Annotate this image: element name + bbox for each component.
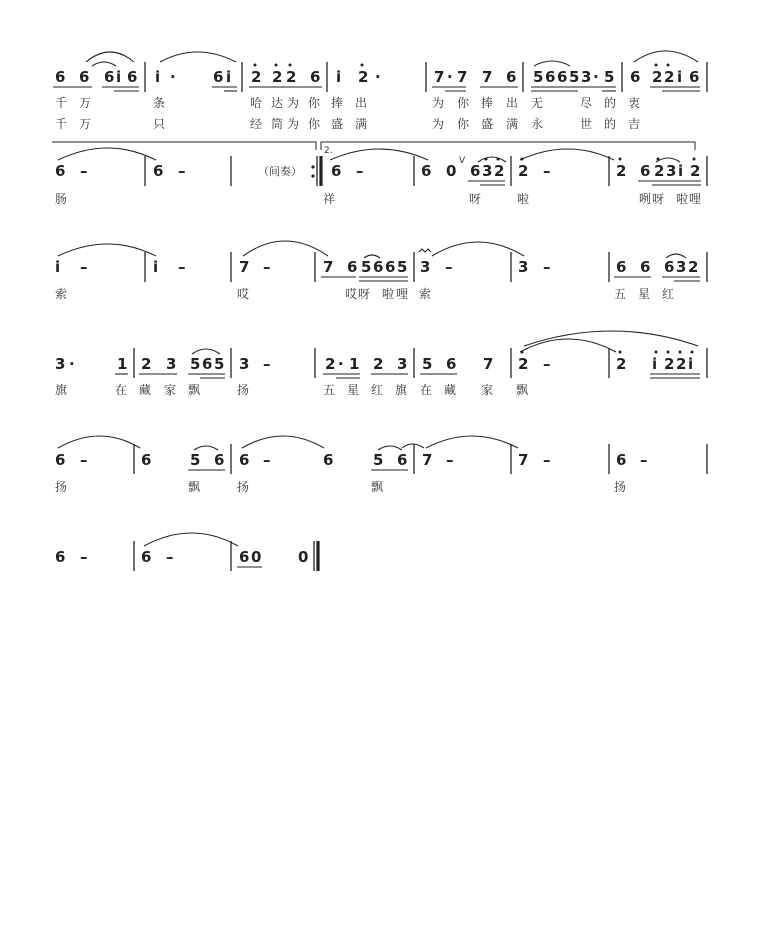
lyric: 星 <box>347 383 360 397</box>
note: 7 <box>483 355 494 373</box>
lyric: 飘 <box>371 480 384 494</box>
note: 7 <box>518 451 529 469</box>
lyric: 你 <box>457 96 470 110</box>
note: 6 <box>239 548 250 566</box>
lyric: 万 <box>79 96 92 110</box>
note: 6 <box>373 258 384 276</box>
note: 6 <box>153 162 164 180</box>
note: 3 <box>666 162 677 180</box>
note: 2 <box>325 355 336 373</box>
note: 2 <box>688 258 699 276</box>
note: 3 <box>676 258 687 276</box>
lyric: 无 <box>531 96 544 110</box>
lyric: 咧 <box>639 192 652 206</box>
note: – <box>543 355 551 373</box>
note: 6 <box>79 68 90 86</box>
lyric: 出 <box>355 96 368 110</box>
lyric: 呀 <box>652 192 665 206</box>
lyric: 祥 <box>323 192 336 206</box>
note: 2 <box>664 355 675 373</box>
note: 5 <box>361 258 372 276</box>
lyric: 飘 <box>188 383 201 397</box>
lyric: 肠 <box>55 192 68 206</box>
lyric: 为 <box>432 117 445 131</box>
note: 6 <box>323 451 334 469</box>
lyric: 呀 <box>469 192 482 206</box>
note: 6 <box>55 68 66 86</box>
note: 3 <box>482 162 493 180</box>
lyric: 扬 <box>55 480 68 494</box>
note: 6 <box>202 355 213 373</box>
note: 2 <box>373 355 384 373</box>
lyric: 呀 <box>358 287 371 301</box>
note: 6 <box>55 548 66 566</box>
note: 6 <box>214 451 225 469</box>
note: 2 <box>141 355 152 373</box>
interlude-label: （间奏） <box>258 165 302 178</box>
note: 2 <box>272 68 283 86</box>
lyric: 捧 <box>331 96 344 110</box>
lyric: 啦 <box>676 192 689 206</box>
note: 1 <box>349 355 360 373</box>
lyric: 啦 <box>517 192 530 206</box>
lyric: 星 <box>638 287 651 301</box>
lyric: 只 <box>153 117 166 131</box>
note: 7 <box>422 451 433 469</box>
note: i <box>677 68 683 86</box>
note: 7 <box>323 258 334 276</box>
lyric: 你 <box>457 117 470 131</box>
note: 2 <box>664 68 675 86</box>
lyric: 达 <box>271 96 284 110</box>
note: 6 <box>640 162 651 180</box>
note: 3 <box>397 355 408 373</box>
note: – <box>166 548 174 566</box>
score-line-3 <box>55 241 707 301</box>
note: 5 <box>214 355 225 373</box>
note: – <box>263 355 271 373</box>
score-line-1 <box>53 51 707 131</box>
lyric: 盛 <box>481 117 494 131</box>
note: 6 <box>446 355 457 373</box>
note: 0 <box>251 548 262 566</box>
score-line-5 <box>55 436 707 494</box>
lyric: 经 <box>250 117 263 131</box>
note: 2 <box>652 68 663 86</box>
note: 6 <box>141 548 152 566</box>
lyric: 千 <box>55 96 68 110</box>
lyric: 家 <box>481 383 494 397</box>
note: i <box>678 162 684 180</box>
lyric: 旗 <box>55 383 68 397</box>
note: – <box>80 258 88 276</box>
lyric: 永 <box>531 117 544 131</box>
note: 5 <box>190 451 201 469</box>
note: 7 <box>482 68 493 86</box>
lyric: 在 <box>420 383 433 397</box>
lyric: 在 <box>115 383 128 397</box>
note: – <box>263 258 271 276</box>
lyric: 家 <box>164 383 177 397</box>
lyric: 为 <box>287 96 300 110</box>
lyric: 扬 <box>237 480 250 494</box>
lyric: 尽 <box>580 96 593 110</box>
note: 6 <box>104 68 115 86</box>
lyric: 扬 <box>614 480 627 494</box>
note: 5 <box>569 68 580 86</box>
lyric: 千 <box>55 117 68 131</box>
note: 2 <box>676 355 687 373</box>
note: 6 <box>630 68 641 86</box>
note: 2 <box>251 68 262 86</box>
note: 5 <box>422 355 433 373</box>
lyric: 满 <box>355 117 368 131</box>
note: i <box>153 258 159 276</box>
lyric: 啦 <box>382 287 395 301</box>
note: 2 <box>518 355 529 373</box>
note: 0 <box>446 162 457 180</box>
note: · <box>338 355 344 373</box>
lyric: 盛 <box>331 117 344 131</box>
lyric: 满 <box>506 117 519 131</box>
note: 6 <box>385 258 396 276</box>
score-line-2 <box>52 142 707 206</box>
note: – <box>640 451 648 469</box>
note: 5 <box>397 258 408 276</box>
lyric: 你 <box>308 117 321 131</box>
note: 2 <box>654 162 665 180</box>
lyric: 藏 <box>139 383 152 397</box>
lyric: 筒 <box>271 117 284 131</box>
note: 6 <box>421 162 432 180</box>
note: 6 <box>310 68 321 86</box>
lyric: 藏 <box>444 383 457 397</box>
note: 6 <box>545 68 556 86</box>
lyric: 红 <box>662 287 675 301</box>
note: 7 <box>434 68 445 86</box>
lyric: 红 <box>371 383 384 397</box>
note: 1 <box>117 355 128 373</box>
breath-mark: V <box>459 156 466 166</box>
note: 6 <box>127 68 138 86</box>
note: 6 <box>141 451 152 469</box>
note: 6 <box>664 258 675 276</box>
lyric: 哈 <box>250 96 263 110</box>
note: 6 <box>239 451 250 469</box>
note: – <box>356 162 364 180</box>
lyric: 万 <box>79 117 92 131</box>
lyric: 吉 <box>628 117 641 131</box>
note: – <box>543 162 551 180</box>
note: 6 <box>213 68 224 86</box>
note: 5 <box>373 451 384 469</box>
lyric: 条 <box>153 96 166 110</box>
note: 3 <box>420 258 431 276</box>
lyric: 扬 <box>237 383 250 397</box>
lyric: 飘 <box>188 480 201 494</box>
lyric: 哎 <box>237 287 250 301</box>
note: 3 <box>166 355 177 373</box>
lyric: 五 <box>323 383 336 397</box>
note: · <box>593 68 599 86</box>
note: 3 <box>518 258 529 276</box>
note: i <box>226 68 232 86</box>
lyric: 旗 <box>395 383 408 397</box>
lyric: 为 <box>432 96 445 110</box>
note: 2 <box>286 68 297 86</box>
lyric: 索 <box>419 287 432 301</box>
lyric: 出 <box>506 96 519 110</box>
note: 6 <box>470 162 481 180</box>
lyric: 的 <box>604 117 617 131</box>
note: 2 <box>616 162 627 180</box>
note: · <box>375 68 381 86</box>
lyric: 哎 <box>345 287 358 301</box>
note: 3 <box>581 68 592 86</box>
note: 0 <box>298 548 309 566</box>
note: 6 <box>55 451 66 469</box>
note: – <box>263 451 271 469</box>
note: i <box>336 68 342 86</box>
note: – <box>543 258 551 276</box>
note: 2 <box>690 162 701 180</box>
note: i <box>116 68 122 86</box>
note: 2 <box>518 162 529 180</box>
note: 6 <box>506 68 517 86</box>
note: 5 <box>190 355 201 373</box>
note: 7 <box>457 68 468 86</box>
note: – <box>445 258 453 276</box>
note: · <box>69 355 75 373</box>
note: – <box>178 258 186 276</box>
note: i <box>155 68 161 86</box>
note: – <box>178 162 186 180</box>
note: – <box>80 548 88 566</box>
note: i <box>652 355 658 373</box>
lyric: 哩 <box>396 287 409 301</box>
note: 3 <box>55 355 66 373</box>
note: 6 <box>397 451 408 469</box>
note: 6 <box>616 451 627 469</box>
note: 6 <box>616 258 627 276</box>
note: 2 <box>358 68 369 86</box>
note: 6 <box>347 258 358 276</box>
lyric: 你 <box>308 96 321 110</box>
lyric: 捧 <box>481 96 494 110</box>
lyric: 为 <box>287 117 300 131</box>
note: 5 <box>604 68 615 86</box>
note: 3 <box>239 355 250 373</box>
note: – <box>446 451 454 469</box>
score-line-6 <box>55 533 318 571</box>
lyric: 飘 <box>516 383 529 397</box>
note: 2 <box>494 162 505 180</box>
note: – <box>543 451 551 469</box>
lyric: 世 <box>580 117 593 131</box>
lyric: 的 <box>604 96 617 110</box>
score-line-4 <box>55 331 707 397</box>
lyric: 五 <box>614 287 627 301</box>
note: · <box>170 68 176 86</box>
note: 6 <box>557 68 568 86</box>
note: · <box>447 68 453 86</box>
note: i <box>55 258 61 276</box>
note: 7 <box>239 258 250 276</box>
lyric: 索 <box>55 287 68 301</box>
note: – <box>80 451 88 469</box>
note: 6 <box>55 162 66 180</box>
lyric: 衷 <box>628 96 641 110</box>
volta-label: 2. <box>324 146 333 156</box>
note: 5 <box>533 68 544 86</box>
note: 2 <box>616 355 627 373</box>
note: i <box>688 355 694 373</box>
note: – <box>80 162 88 180</box>
note: 6 <box>640 258 651 276</box>
note: 6 <box>331 162 342 180</box>
lyric: 哩 <box>689 192 702 206</box>
note: 6 <box>689 68 700 86</box>
